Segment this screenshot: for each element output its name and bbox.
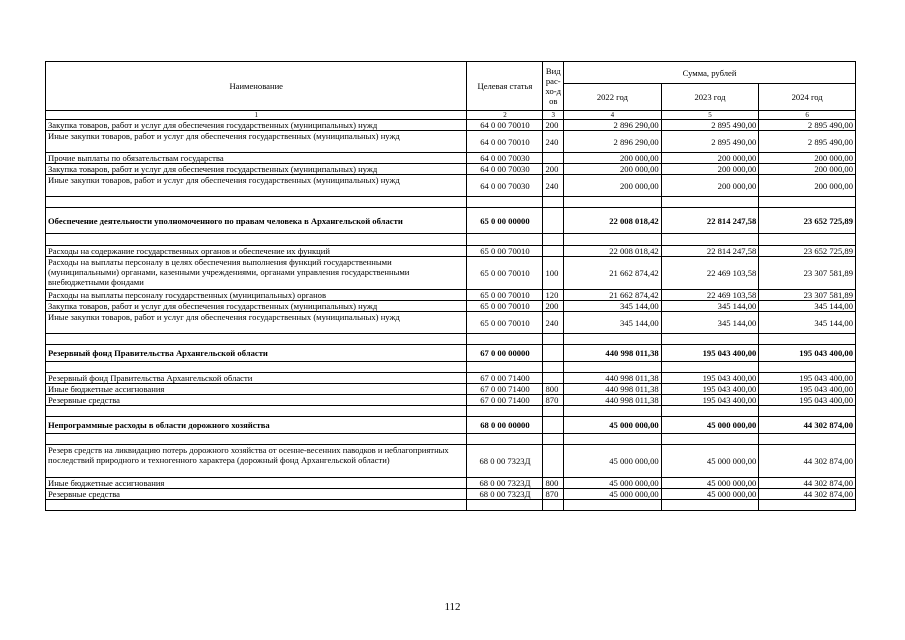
sum-2022-cell: 200 000,00: [564, 153, 662, 164]
vid-cell: [543, 406, 564, 417]
sum-2023-cell: 345 144,00: [661, 301, 759, 312]
name-cell: Обеспечение деятельности уполномоченного по правам человека в Архангельской области: [46, 208, 467, 234]
sum-2024-cell: 195 043 400,00: [759, 345, 856, 362]
name-cell: Резервный фонд Правительства Архангельской области: [46, 345, 467, 362]
vid-cell: 100: [543, 257, 564, 290]
code-cell: [467, 234, 543, 246]
name-cell: [46, 234, 467, 246]
sum-2022-cell: 21 662 874,42: [564, 290, 662, 301]
sum-2024-cell: 200 000,00: [759, 175, 856, 197]
sum-2024-cell: 23 307 581,89: [759, 290, 856, 301]
name-cell: Резервный фонд Правительства Архангельской области: [46, 373, 467, 384]
sum-2022-cell: 345 144,00: [564, 301, 662, 312]
code-cell: 68 0 00 7323Д: [467, 478, 543, 489]
table-row: [46, 164, 856, 175]
sum-2022-cell: 45 000 000,00: [564, 478, 662, 489]
sum-2022-cell: 45 000 000,00: [564, 417, 662, 434]
vid-cell: 120: [543, 290, 564, 301]
vid-cell: 870: [543, 395, 564, 406]
table-row: [46, 208, 856, 234]
table-row: [46, 312, 856, 334]
name-cell: Иные закупки товаров, работ и услуг для обеспечения государственных (муниципальных) нужд: [46, 175, 467, 197]
sum-2024-cell: 23 652 725,89: [759, 246, 856, 257]
sum-2024-cell: 44 302 874,00: [759, 445, 856, 478]
spacer-row: [46, 500, 856, 511]
sum-2024-cell: 2 895 490,00: [759, 120, 856, 131]
vid-cell: 240: [543, 312, 564, 334]
name-cell: Расходы на содержание государственных органов и обеспечение их функций: [46, 246, 467, 257]
sum-2022-cell: 440 998 011,38: [564, 373, 662, 384]
vid-cell: [543, 362, 564, 373]
vid-cell: 800: [543, 384, 564, 395]
sum-2024-cell: [759, 434, 856, 445]
vid-cell: 240: [543, 131, 564, 153]
vid-cell: [543, 208, 564, 234]
vid-cell: [543, 153, 564, 164]
sum-2022-cell: 345 144,00: [564, 312, 662, 334]
code-cell: 67 0 00 71400: [467, 373, 543, 384]
sum-2024-cell: [759, 406, 856, 417]
code-cell: [467, 434, 543, 445]
code-cell: 65 0 00 70010: [467, 301, 543, 312]
code-cell: 67 0 00 00000: [467, 345, 543, 362]
sum-2024-cell: 44 302 874,00: [759, 478, 856, 489]
sum-2022-cell: 22 008 018,42: [564, 208, 662, 234]
spacer-row: [46, 334, 856, 345]
name-cell: Закупка товаров, работ и услуг для обеспечения государственных (муниципальных) нужд: [46, 120, 467, 131]
sum-2023-cell: [661, 234, 759, 246]
sum-2022-cell: 2 896 290,00: [564, 131, 662, 153]
code-cell: [467, 334, 543, 345]
table-row: [46, 257, 856, 290]
sum-2024-cell: [759, 500, 856, 511]
code-cell: [467, 500, 543, 511]
sum-2022-cell: 22 008 018,42: [564, 246, 662, 257]
name-cell: Расходы на выплаты персоналу в целях обеспечения выполнения функций государственными (муниципальными) органами, казенными учреждениями, органами управления государственными внебюджетными фондами: [46, 257, 467, 290]
name-cell: Иные бюджетные ассигнования: [46, 384, 467, 395]
index-cell: 4: [564, 111, 662, 120]
sum-2023-cell: [661, 500, 759, 511]
index-cell: 5: [661, 111, 759, 120]
table-row: [46, 345, 856, 362]
sum-2023-cell: [661, 334, 759, 345]
sum-2022-cell: 21 662 874,42: [564, 257, 662, 290]
vid-cell: [543, 197, 564, 208]
code-cell: 65 0 00 70010: [467, 246, 543, 257]
sum-2024-cell: 44 302 874,00: [759, 417, 856, 434]
sum-2022-cell: [564, 334, 662, 345]
sum-2024-cell: 345 144,00: [759, 301, 856, 312]
table-row: [46, 131, 856, 153]
sum-2022-cell: 200 000,00: [564, 164, 662, 175]
name-cell: Резерв средств на ликвидацию потерь дорожного хозяйства от осенне-весенних паводков и неблагоприятных последствий природного и техногенного характера (дорожный фонд Архангельской области): [46, 445, 467, 478]
code-cell: [467, 406, 543, 417]
index-cell: 6: [759, 111, 856, 120]
name-cell: Резервные средства: [46, 489, 467, 500]
sum-2024-cell: [759, 197, 856, 208]
sum-2023-cell: 45 000 000,00: [661, 417, 759, 434]
sum-2022-cell: 45 000 000,00: [564, 489, 662, 500]
sum-2022-cell: 45 000 000,00: [564, 445, 662, 478]
sum-2023-cell: 22 814 247,58: [661, 246, 759, 257]
table-row: [46, 373, 856, 384]
sum-2024-cell: 195 043 400,00: [759, 384, 856, 395]
header-code: Целевая статья: [467, 62, 543, 111]
sum-2023-cell: 195 043 400,00: [661, 384, 759, 395]
sum-2023-cell: [661, 362, 759, 373]
sum-2022-cell: 440 998 011,38: [564, 384, 662, 395]
name-cell: Закупка товаров, работ и услуг для обеспечения государственных (муниципальных) нужд: [46, 301, 467, 312]
vid-cell: [543, 334, 564, 345]
sum-2023-cell: 195 043 400,00: [661, 345, 759, 362]
sum-2024-cell: 23 307 581,89: [759, 257, 856, 290]
sum-2023-cell: 200 000,00: [661, 164, 759, 175]
name-cell: [46, 406, 467, 417]
code-cell: 67 0 00 71400: [467, 395, 543, 406]
header-year-2023: 2023 год: [661, 84, 759, 111]
name-cell: Закупка товаров, работ и услуг для обеспечения государственных (муниципальных) нужд: [46, 164, 467, 175]
code-cell: 64 0 00 70030: [467, 164, 543, 175]
code-cell: 65 0 00 70010: [467, 257, 543, 290]
spacer-row: [46, 434, 856, 445]
vid-cell: [543, 234, 564, 246]
code-cell: 68 0 00 7323Д: [467, 445, 543, 478]
table-row: [46, 489, 856, 500]
name-cell: [46, 334, 467, 345]
name-cell: Резервные средства: [46, 395, 467, 406]
table-row: [46, 395, 856, 406]
table-row: [46, 175, 856, 197]
sum-2023-cell: 2 895 490,00: [661, 120, 759, 131]
name-cell: [46, 434, 467, 445]
sum-2024-cell: 200 000,00: [759, 164, 856, 175]
table-row: [46, 417, 856, 434]
code-cell: 64 0 00 70030: [467, 175, 543, 197]
vid-cell: [543, 500, 564, 511]
name-cell: [46, 362, 467, 373]
sum-2024-cell: 200 000,00: [759, 153, 856, 164]
table-row: [46, 246, 856, 257]
sum-2022-cell: [564, 362, 662, 373]
name-cell: Иные закупки товаров, работ и услуг для обеспечения государственных (муниципальных) нужд: [46, 312, 467, 334]
sum-2023-cell: [661, 406, 759, 417]
budget-table: [45, 61, 856, 511]
sum-2023-cell: 22 469 103,58: [661, 290, 759, 301]
vid-cell: [543, 445, 564, 478]
sum-2023-cell: 195 043 400,00: [661, 395, 759, 406]
sum-2023-cell: 200 000,00: [661, 153, 759, 164]
code-cell: [467, 362, 543, 373]
code-cell: 65 0 00 70010: [467, 312, 543, 334]
header-vid: Вид рас-хо-дов: [543, 62, 564, 111]
code-cell: 68 0 00 7323Д: [467, 489, 543, 500]
code-cell: 65 0 00 70010: [467, 290, 543, 301]
sum-2024-cell: 195 043 400,00: [759, 373, 856, 384]
sum-2023-cell: [661, 434, 759, 445]
header-year-2022: 2022 год: [564, 84, 662, 111]
vid-cell: 200: [543, 164, 564, 175]
index-cell: 2: [467, 111, 543, 120]
header-year-2024: 2024 год: [759, 84, 856, 111]
sum-2023-cell: 45 000 000,00: [661, 478, 759, 489]
code-cell: 67 0 00 71400: [467, 384, 543, 395]
sum-2024-cell: 195 043 400,00: [759, 395, 856, 406]
code-cell: 68 0 00 00000: [467, 417, 543, 434]
name-cell: Иные бюджетные ассигнования: [46, 478, 467, 489]
code-cell: 64 0 00 70010: [467, 120, 543, 131]
sum-2023-cell: 22 469 103,58: [661, 257, 759, 290]
sum-2023-cell: 45 000 000,00: [661, 489, 759, 500]
sum-2023-cell: 195 043 400,00: [661, 373, 759, 384]
table-row: [46, 153, 856, 164]
vid-cell: [543, 345, 564, 362]
sum-2024-cell: 2 895 490,00: [759, 131, 856, 153]
vid-cell: [543, 417, 564, 434]
sum-2024-cell: [759, 234, 856, 246]
sum-2022-cell: [564, 434, 662, 445]
spacer-row: [46, 362, 856, 373]
sum-2024-cell: 44 302 874,00: [759, 489, 856, 500]
code-cell: [467, 197, 543, 208]
code-cell: 64 0 00 70030: [467, 153, 543, 164]
sum-2023-cell: 345 144,00: [661, 312, 759, 334]
vid-cell: [543, 434, 564, 445]
sum-2023-cell: [661, 197, 759, 208]
name-cell: [46, 197, 467, 208]
table-row: [46, 478, 856, 489]
sum-2022-cell: 200 000,00: [564, 175, 662, 197]
sum-2023-cell: 2 895 490,00: [661, 131, 759, 153]
spacer-row: [46, 197, 856, 208]
name-cell: Непрограммные расходы в области дорожного хозяйства: [46, 417, 467, 434]
spacer-row: [46, 406, 856, 417]
vid-cell: 870: [543, 489, 564, 500]
vid-cell: [543, 373, 564, 384]
table-row: [46, 384, 856, 395]
sum-2022-cell: [564, 197, 662, 208]
name-cell: [46, 500, 467, 511]
index-cell: 1: [46, 111, 467, 120]
name-cell: Расходы на выплаты персоналу государственных (муниципальных) органов: [46, 290, 467, 301]
sum-2022-cell: [564, 406, 662, 417]
table-row: [46, 445, 856, 478]
sum-2022-cell: [564, 500, 662, 511]
sum-2022-cell: [564, 234, 662, 246]
sum-2023-cell: 45 000 000,00: [661, 445, 759, 478]
sum-2024-cell: [759, 362, 856, 373]
sum-2023-cell: 22 814 247,58: [661, 208, 759, 234]
index-cell: 3: [543, 111, 564, 120]
code-cell: 64 0 00 70010: [467, 131, 543, 153]
spacer-row: [46, 234, 856, 246]
name-cell: Прочие выплаты по обязательствам государства: [46, 153, 467, 164]
name-cell: Иные закупки товаров, работ и услуг для обеспечения государственных (муниципальных) нужд: [46, 131, 467, 153]
page-number: 112: [444, 601, 461, 613]
sum-2024-cell: 345 144,00: [759, 312, 856, 334]
table-row: [46, 290, 856, 301]
vid-cell: 800: [543, 478, 564, 489]
table-row: [46, 120, 856, 131]
vid-cell: 200: [543, 120, 564, 131]
sum-2022-cell: 440 998 011,38: [564, 345, 662, 362]
code-cell: 65 0 00 00000: [467, 208, 543, 234]
vid-cell: [543, 246, 564, 257]
sum-2022-cell: 2 896 290,00: [564, 120, 662, 131]
header-name: Наименование: [46, 62, 467, 111]
table-body: [46, 120, 856, 511]
sum-2024-cell: 23 652 725,89: [759, 208, 856, 234]
sum-2023-cell: 200 000,00: [661, 175, 759, 197]
sum-2024-cell: [759, 334, 856, 345]
table-row: [46, 301, 856, 312]
header-sum: Сумма, рублей: [564, 62, 856, 84]
vid-cell: 200: [543, 301, 564, 312]
sum-2022-cell: 440 998 011,38: [564, 395, 662, 406]
vid-cell: 240: [543, 175, 564, 197]
